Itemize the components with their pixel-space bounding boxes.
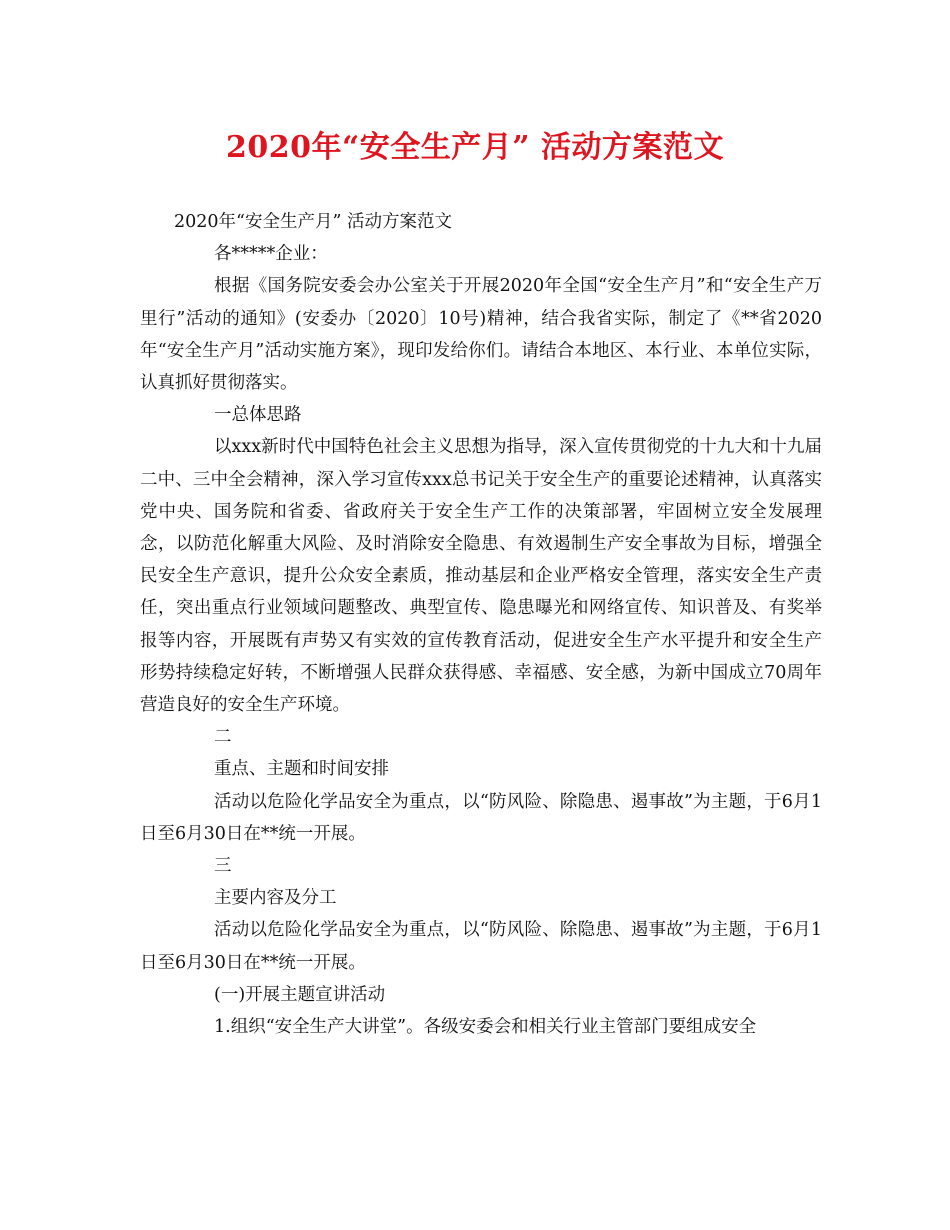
section-number-3: 三 <box>214 856 232 877</box>
section-heading-1: 一总体思路 <box>214 405 302 426</box>
section-number-2: 二 <box>214 727 232 748</box>
section-heading-2: 重点、主题和时间安排 <box>214 759 389 780</box>
document-subtitle: 2020年“安全生产月” 活动方案范文 <box>174 212 452 232</box>
document-title: 2020年“安全生产月” 活动方案范文 <box>226 130 724 165</box>
section-1-paragraph: 以xxx新时代中国特色社会主义思想为指导，深入宣传贯彻党的十九大和十九届二中、三中全会精神，深入学习宣传xxx总书记关于安全生产的重要论述精神，认真落实党中央、国务院和省委、省政府关于安全生产工作的决策部署，牢固树立安全发展理念，以防范化解重大风险、及时消除安全隐患、有效遏制生产安全事故为目标，增强全民安全生产意识，提升公众安全素质，推动基层和企业严格安全管理，落实安全生产责任，突出重点行业领域问题整改、典型宣传、隐患曝光和网络宣传、知识普及、有奖举报等内容，开展既有声势又有实效的宣传教育活动，促进安全生产水平提升和安全生产形势持续稳定好转，不断增强人民群众获得感、幸福感、安全感，为新中国成立70周年营造良好的安全生产环境。 <box>140 437 822 716</box>
salutation: 各*****企业： <box>214 244 328 265</box>
subsection-heading-1: (一)开展主题宣讲活动 <box>214 984 386 1005</box>
list-item-1: 1.组织“安全生产大讲堂”。各级安委会和相关行业主管部门要组成安全 <box>214 1017 757 1038</box>
intro-paragraph: 根据《国务院安委会办公室关于开展2020年全国“安全生产月”和“安全生产万里行”活动的通知》(安委办〔2020〕10号)精神，结合我省实际，制定了《**省2020年“安全生产月”活动实施方案》，现印发给你们。请结合本地区、本行业、本单位实际，认真抓好贯彻落实。 <box>140 276 822 394</box>
section-3-paragraph: 活动以危险化学品安全为重点，以“防风险、除隐患、遏事故”为主题，于6月1日至6月30日在**统一开展。 <box>140 920 822 973</box>
section-heading-3: 主要内容及分工 <box>214 888 337 909</box>
section-2-paragraph: 活动以危险化学品安全为重点，以“防风险、除隐患、遏事故”为主题，于6月1日至6月30日在**统一开展。 <box>140 791 822 844</box>
document-body <box>140 206 822 1043</box>
